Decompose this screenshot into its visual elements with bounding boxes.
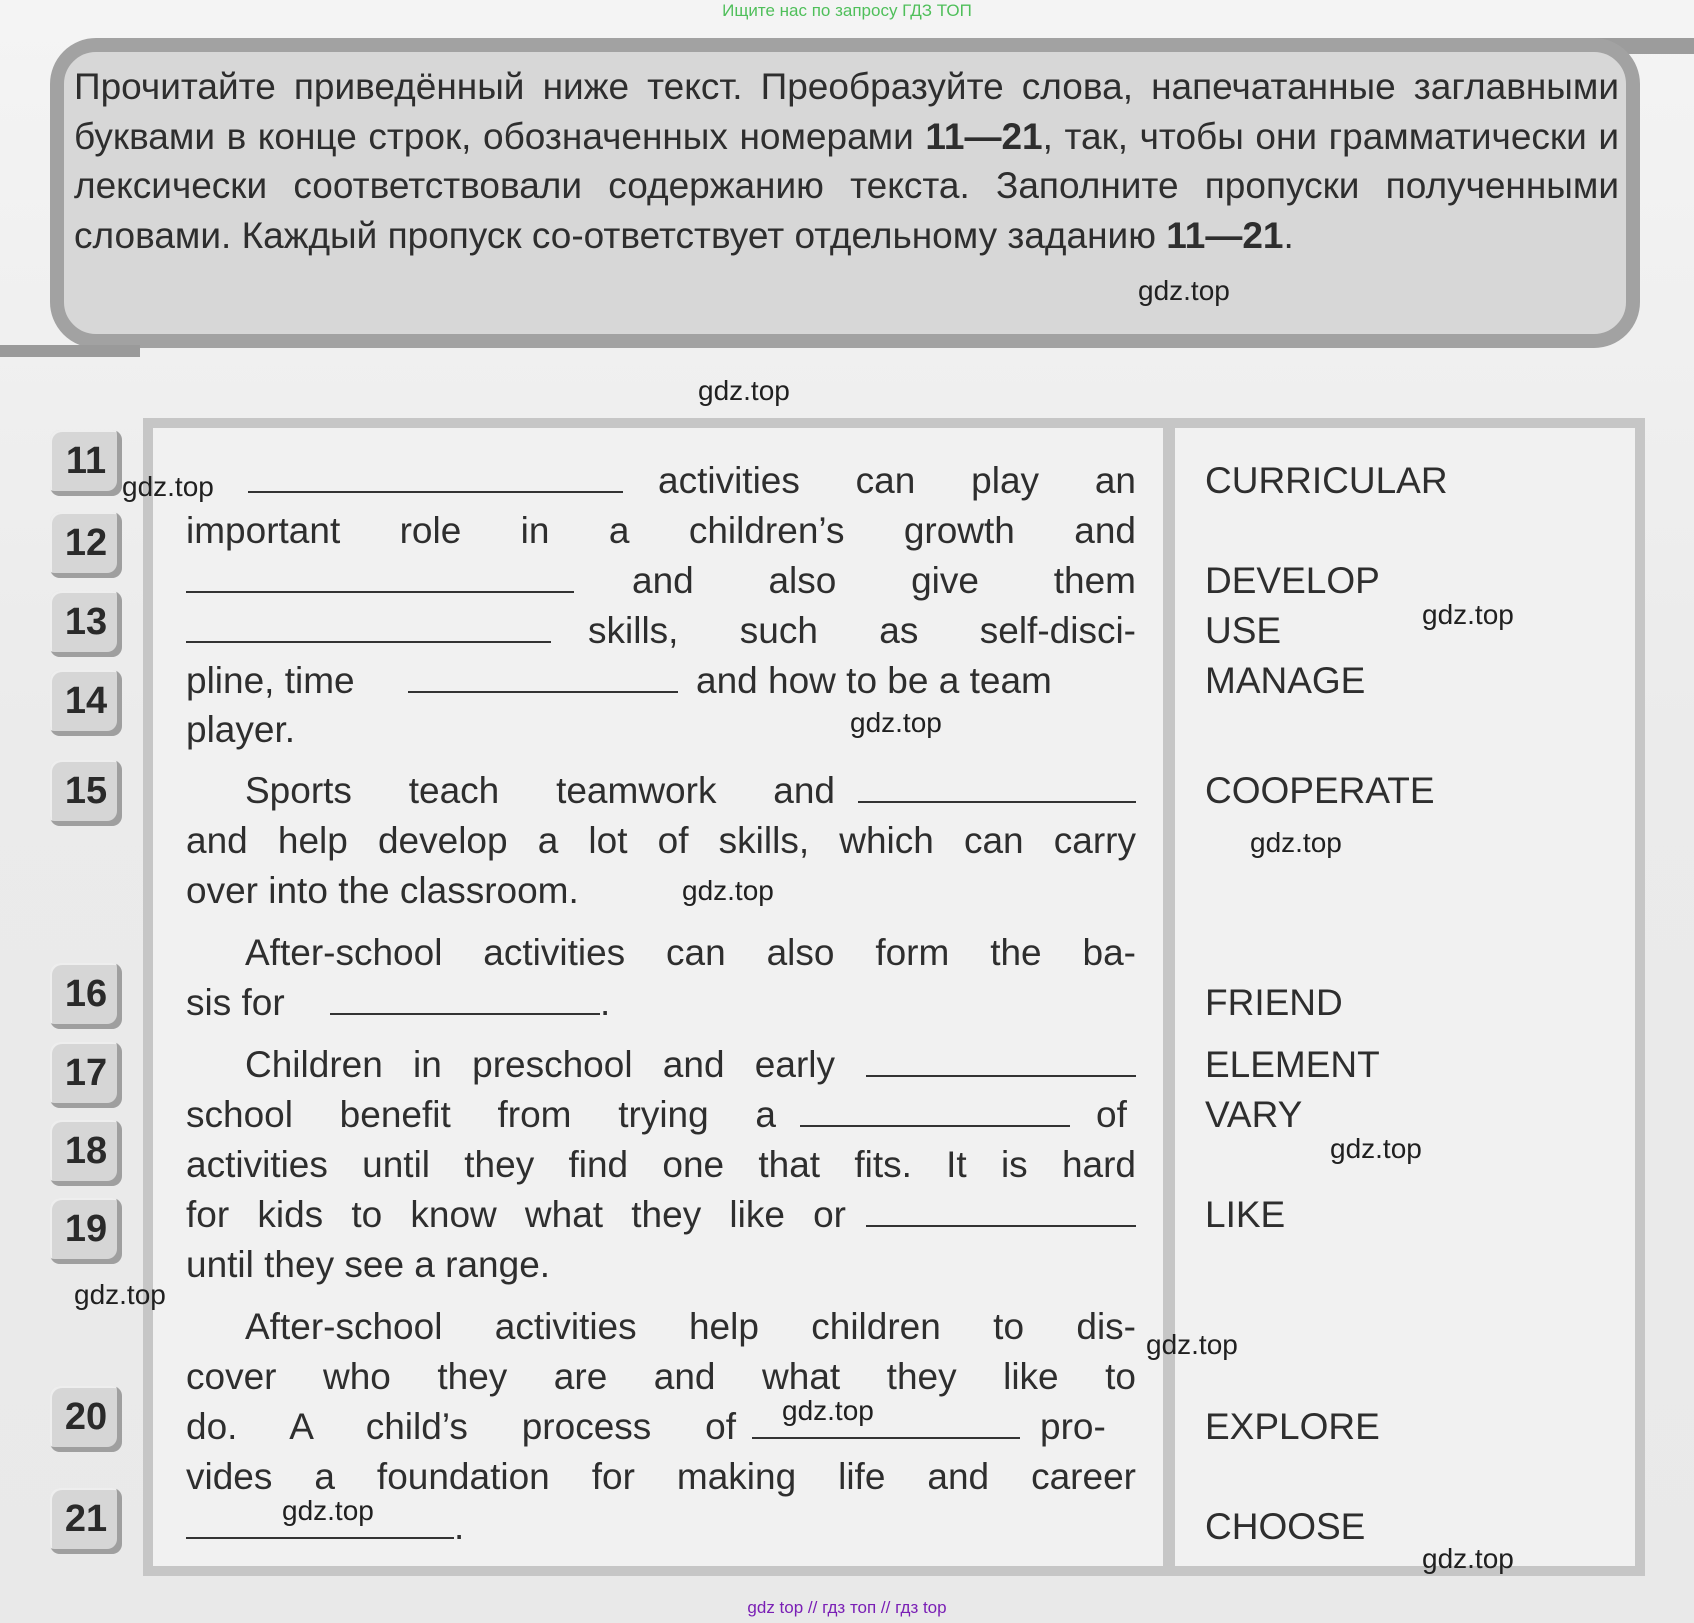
text-line-12: Children in preschool and early [245, 1044, 835, 1085]
text-line-14: activities until they find one that fits. It is hard [186, 1144, 1136, 1185]
word-curricular: CURRICULAR [1205, 460, 1448, 501]
text-line-13b: of [1096, 1094, 1127, 1135]
text-line-6: player. [186, 709, 296, 750]
period-21: . [454, 1506, 465, 1547]
word-choose: CHOOSE [1205, 1506, 1366, 1547]
text-line-1b: activities can play an [658, 460, 1136, 501]
word-explore: EXPLORE [1205, 1406, 1380, 1447]
text-line-13-blank [800, 1090, 1070, 1140]
task-number-13: 13 [50, 591, 122, 657]
text-line-20: vides a foundation for making life and career [186, 1456, 1136, 1497]
text-line-7-blank [858, 766, 1136, 816]
word-manage: MANAGE [1205, 660, 1366, 701]
task-number-12: 12 [50, 512, 122, 578]
text-line-9: over into the classroom. [186, 870, 579, 911]
left-decor-strip [0, 345, 140, 357]
text-line-15: for kids to know what they like or [186, 1194, 846, 1235]
text-line-11-blank [330, 978, 610, 1028]
task-number-14: 14 [50, 670, 122, 736]
word-develop: DEVELOP [1205, 560, 1380, 601]
text-line-1 [248, 456, 623, 506]
instructions-text [74, 62, 1619, 260]
blank-15[interactable] [858, 769, 1136, 803]
word-use: USE [1205, 610, 1282, 651]
blank-17[interactable] [866, 1043, 1136, 1077]
text-line-2: important role in a children’s growth and [186, 510, 1136, 551]
watermark: gdz.top [1250, 827, 1342, 858]
instr-part1: Прочитайте приведённый ниже текст. Преобразуйте слова, напечатанные заглавными буквами в конце строк, обозначенных номерами [74, 66, 1619, 157]
instr-part3: . [1283, 214, 1294, 256]
watermark: gdz.top [1138, 275, 1230, 306]
text-line-11a: sis for [186, 982, 285, 1023]
watermark: gdz.top [1422, 599, 1514, 630]
text-line-13a: school benefit from trying a [186, 1094, 776, 1135]
task-number-21: 21 [50, 1488, 122, 1554]
word-like: LIKE [1205, 1194, 1286, 1235]
text-line-18: cover who they are and what they like to [186, 1356, 1136, 1397]
task-number-11: 11 [50, 430, 122, 496]
text-line-3 [186, 556, 574, 606]
top-search-note: Ищите нас по запросу ГДЗ ТОП [722, 1, 972, 20]
text-line-19a: do. A child’s process of [186, 1406, 736, 1447]
task-number-18: 18 [50, 1120, 122, 1186]
task-number-15: 15 [50, 760, 122, 826]
task-number-17: 17 [50, 1042, 122, 1108]
text-line-7: Sports teach teamwork and [245, 770, 835, 811]
text-line-10: After-school activities can also form the ba- [245, 932, 1136, 973]
blank-16[interactable] [330, 981, 600, 1015]
instr-part2: , так, чтобы они грамматически и лексически соответствовали содержанию текста. Заполните пропуски полученными словами. Каждый пропуск со-ответствует отдельному заданию [74, 115, 1619, 256]
text-line-12-blank [866, 1040, 1136, 1090]
word-element: ELEMENT [1205, 1044, 1380, 1085]
text-line-4 [186, 606, 551, 656]
watermark: gdz.top [122, 471, 214, 502]
text-line-15-blank [866, 1190, 1136, 1240]
watermark: gdz.top [1422, 1543, 1514, 1574]
blank-11[interactable] [248, 459, 623, 493]
word-cooperate: COOPERATE [1205, 770, 1435, 811]
blank-13[interactable] [186, 609, 551, 643]
text-line-5a: pline, time [186, 660, 355, 701]
instr-range2: 11—21 [1166, 214, 1284, 256]
text-line-4b: skills, such as self-disci- [588, 610, 1136, 651]
watermark: gdz.top [850, 707, 942, 738]
word-friend: FRIEND [1205, 982, 1343, 1023]
watermark: gdz.top [782, 1395, 874, 1426]
text-line-8: and help develop a lot of skills, which can carry [186, 820, 1136, 861]
text-line-16: until they see a range. [186, 1244, 551, 1285]
watermark: gdz.top [1330, 1133, 1422, 1164]
blank-19[interactable] [866, 1193, 1136, 1227]
watermark: gdz.top [74, 1279, 166, 1310]
blank-14[interactable] [408, 659, 678, 693]
text-line-5b: and how to be a team [696, 660, 1052, 701]
blank-12[interactable] [186, 559, 574, 593]
watermark: gdz.top [698, 375, 790, 406]
period-16: . [600, 982, 611, 1023]
task-number-16: 16 [50, 963, 122, 1029]
watermark: gdz.top [282, 1495, 374, 1526]
watermark: gdz.top [1146, 1329, 1238, 1360]
instr-range1: 11—21 [925, 115, 1043, 157]
text-line-19b: pro- [1040, 1406, 1106, 1447]
blank-18[interactable] [800, 1093, 1070, 1127]
watermark: gdz.top [682, 875, 774, 906]
task-number-20: 20 [50, 1386, 122, 1452]
text-line-17: After-school activities help children to dis- [245, 1306, 1136, 1347]
text-line-5-blank [408, 656, 678, 706]
task-number-19: 19 [50, 1198, 122, 1264]
bottom-site-note: gdz top // гдз топ // гдз top [747, 1598, 947, 1617]
column-divider [1163, 418, 1175, 1576]
word-vary: VARY [1205, 1094, 1303, 1135]
text-line-3b: and also give them [632, 560, 1136, 601]
